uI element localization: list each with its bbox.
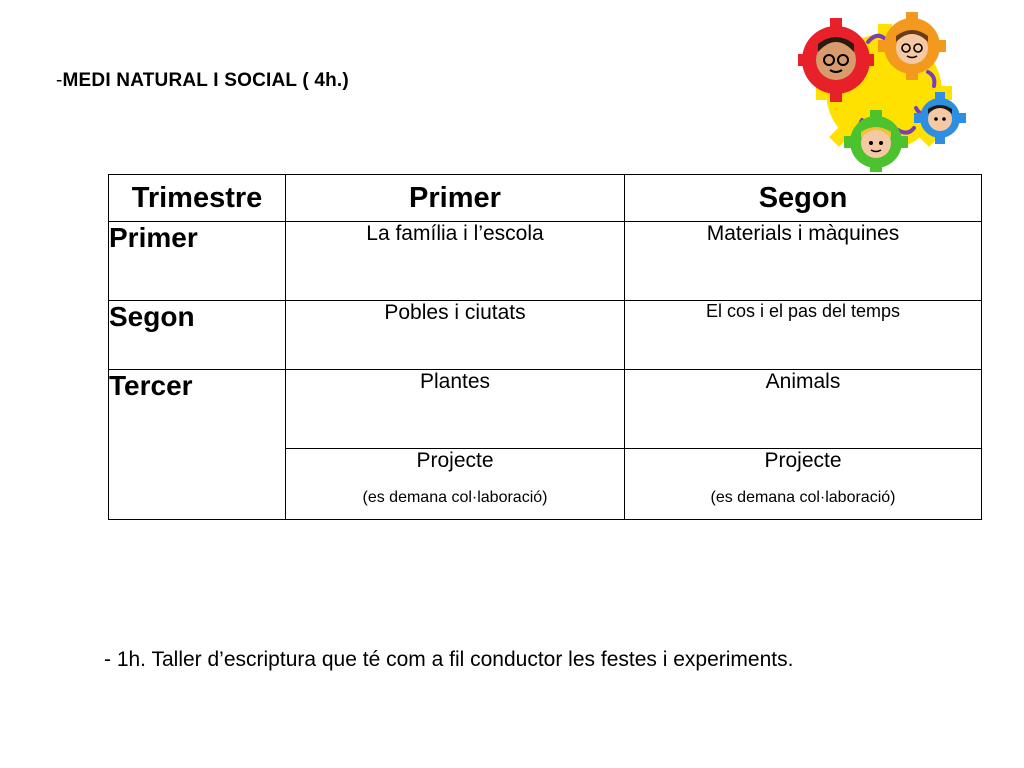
cell-segon-project [625, 449, 982, 520]
table-header-row [109, 175, 982, 222]
heading-dash: - [56, 70, 63, 91]
project-label: Projecte [764, 449, 842, 472]
heading-text: MEDI NATURAL I SOCIAL ( 4h.) [62, 70, 349, 91]
section-heading [56, 70, 349, 92]
row-trimestre: Primer [109, 222, 286, 301]
cell-segon: Animals [625, 370, 982, 449]
gears-kids-illustration [798, 12, 966, 172]
cell-primer: Plantes [286, 370, 625, 449]
cell-primer: La família i l’escola [286, 222, 625, 301]
header-trimestre: Trimestre [109, 175, 286, 222]
project-note: (es demana col·laboració) [710, 489, 896, 506]
footer-note: - 1h. Taller d’escriptura que té com a fil conductor les festes i experiments. [104, 648, 794, 671]
schedule-table [108, 174, 982, 520]
cell-primer-project [286, 449, 625, 520]
project-note: (es demana col·laboració) [362, 489, 548, 506]
cell-segon: Materials i màquines [625, 222, 982, 301]
project-label: Projecte [416, 449, 494, 472]
cell-primer: Pobles i ciutats [286, 301, 625, 370]
table-row [109, 222, 982, 301]
table-row [109, 301, 982, 370]
row-trimestre: Segon [109, 301, 286, 370]
row-trimestre: Tercer [109, 370, 286, 520]
header-primer: Primer [286, 175, 625, 222]
header-segon: Segon [625, 175, 982, 222]
table-row [109, 370, 982, 449]
cell-segon: El cos i el pas del temps [625, 301, 982, 370]
